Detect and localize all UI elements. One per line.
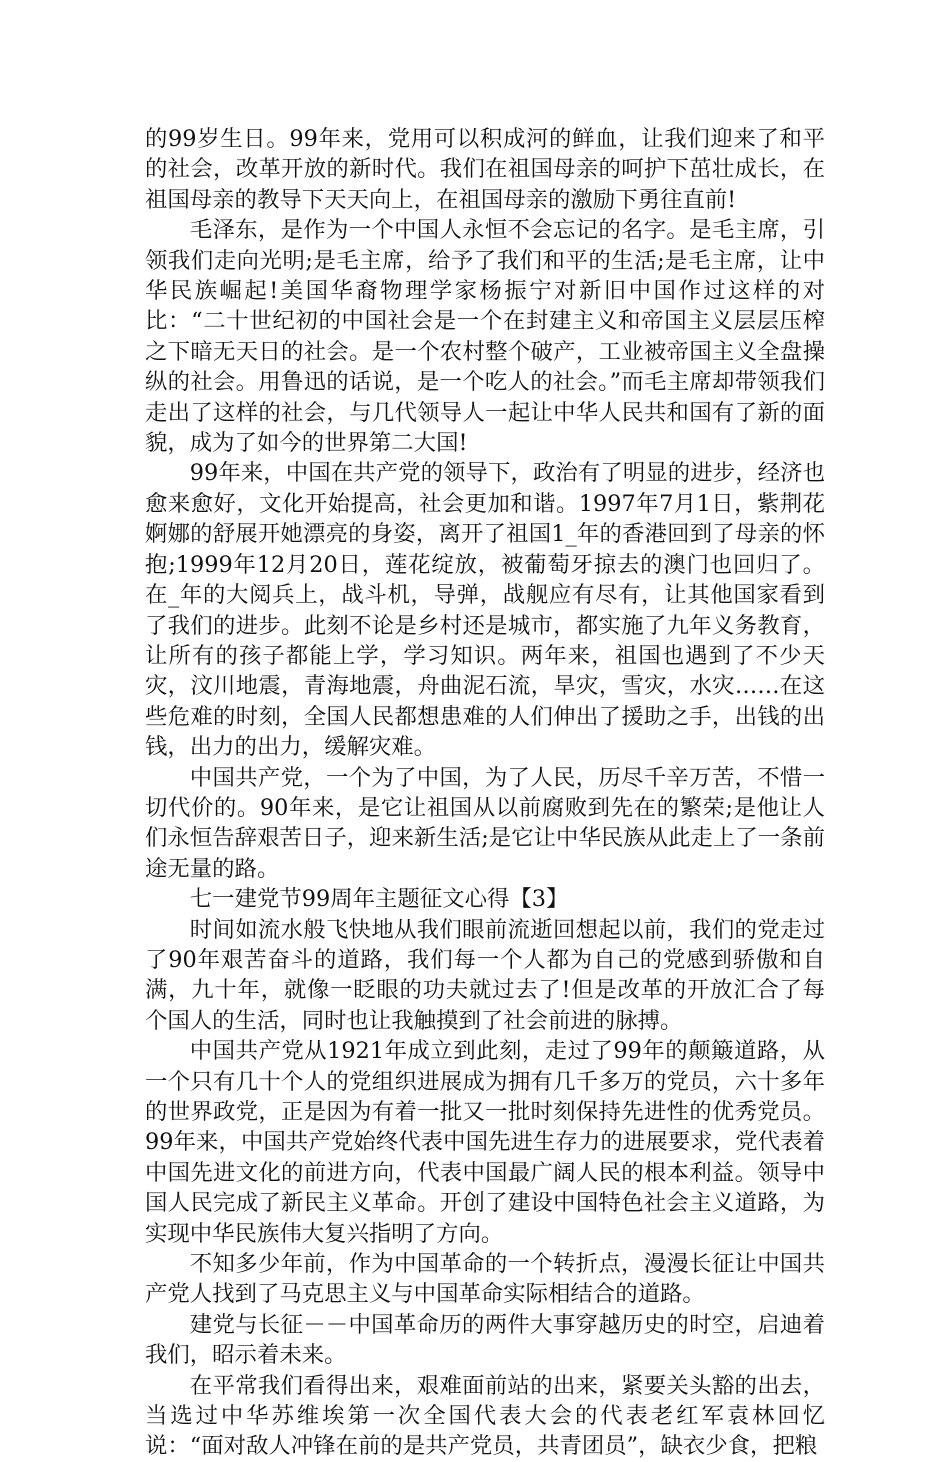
paragraph-2: 毛泽东，是作为一个中国人永恒不会忘记的名字。是毛主席，引领我们走向光明;是毛主席，给予了我们和平的生活;是毛主席，让中华民族崛起!美国华裔物理学家杨振宁对新旧中国作过这样的对比：“二十世纪初的中国社会是一个在封建主义和帝国主义层层压榨之下暗无天日的社会。是一个农村整个破产，工业被帝国主义全盘操纵的社会。用鲁迅的话说，是一个吃人的社会。”而毛主席却带领我们走出了这样的社会，与几代领导人一起让中华人民共和国有了新的面貌，成为了如今的世界第二大国! — [145, 217, 825, 457]
paragraph-3: 99年来，中国在共产党的领导下，政治有了明显的进步，经济也愈来愈好，文化开始提高，社会更加和谐。1997年7月1日，紫荆花婀娜的舒展开她漂亮的身姿，离开了祖国1_年的香港回到了母亲的怀抱;1999年12月20日，莲花绽放，被葡萄牙掠去的澳门也回归了。在_年的大阅兵上，战斗机，导弹，战舰应有尽有，让其他国家看到了我们的进步。此刻不论是乡村还是城市，都实施了九年义务教育，让所有的孩子都能上学，学习知识。两年来，祖国也遇到了不少天灾，汶川地震，青海地震，舟曲泥石流，旱灾，雪灾，水灾……在这些危难的时刻，全国人民都想患难的人们伸出了援助之手，出钱的出钱，出力的出力，缓解灾难。 — [145, 460, 825, 761]
paragraph-6: 中国共产党从1921年成立到此刻，走过了99年的颠簸道路，从一个只有几十个人的党组织进展成为拥有几千多万的党员，六十多年的世界政党，正是因为有着一批又一批时刻保持先进性的优秀党员。99年来，中国共产党始终代表中国先进生存力的进展要求，党代表着中国先进文化的前进方向，代表中国最广阔人民的根本利益。领导中国人民完成了新民主义革命。开创了建设中国特色社会主义道路，为实现中华民族伟大复兴指明了方向。 — [145, 1038, 825, 1247]
paragraph-7: 不知多少年前，作为中国革命的一个转折点，漫漫长征让中国共产党人找到了马克思主义与中国革命实际相结合的道路。 — [145, 1251, 825, 1308]
section-heading: 七一建党节99周年主题征文心得【3】 — [189, 886, 569, 913]
paragraph-8: 建党与长征－－中国革命历的两件大事穿越历史的时空，启迪着我们，昭示着未来。 — [145, 1311, 825, 1369]
paragraph-4: 中国共产党，一个为了中国，为了人民，历尽千辛万苦，不惜一切代价的。90年来，是它让祖国从以前腐败到先在的繁荣;是他让人们永恒告辞艰苦日子，迎来新生活;是它让中华民族从此走上了一条前途无量的路。 — [145, 764, 825, 882]
document-body — [145, 124, 825, 1462]
paragraph-1: 的99岁生日。99年来，党用可以积成河的鲜血，让我们迎来了和平的社会，改革开放的新时代。我们在祖国母亲的呵护下茁壮成长，在祖国母亲的教导下天天向上，在祖国母亲的激励下勇往直前! — [145, 126, 825, 213]
paragraph-9: 在平常我们看得出来，艰难面前站的出来，紧要关头豁的出去，当选过中华苏维埃第一次全国代表大会的代表老红军袁林回忆说：“面对敌人冲锋在前的是共产党员，共青团员”，缺衣少食，把粮 — [145, 1372, 825, 1460]
paragraph-5: 时间如流水般飞快地从我们眼前流逝回想起以前，我们的党走过了90年艰苦奋斗的道路，我们每一个人都为自己的党感到骄傲和自满，九十年，就像一眨眼的功夫就过去了!但是改革的开放汇合了每个国人的生活，同时也让我触摸到了社会前进的脉搏。 — [145, 916, 825, 1034]
